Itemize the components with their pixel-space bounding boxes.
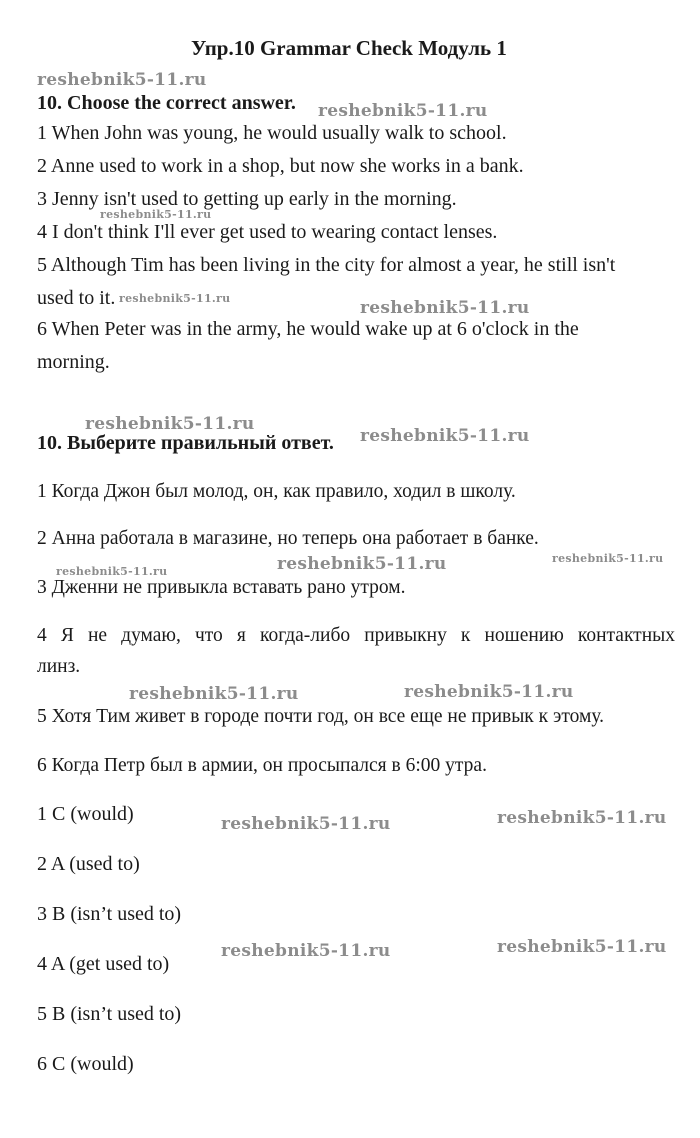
english-line-3: 3 Jenny isn't used to getting up early in the morning. (37, 188, 457, 210)
russian-line-6: 6 Когда Петр был в армии, он просыпался в 6:00 утра. (37, 755, 487, 776)
answer-2: 2 A (used to) (37, 853, 140, 875)
watermark: reshebnik5-11.ru (277, 554, 447, 574)
watermark: reshebnik5-11.ru (360, 298, 530, 318)
russian-line-3: 3 Дженни не привыкла вставать рано утром. (37, 577, 406, 598)
watermark: reshebnik5-11.ru (552, 552, 664, 565)
english-line-6: 6 When Peter was in the army, he would wake up at 6 o'clock in the (37, 318, 579, 340)
russian-line-2: 2 Анна работала в магазине, но теперь она работает в банке. (37, 528, 539, 549)
russian-line-1: 1 Когда Джон был молод, он, как правило, ходил в школу. (37, 481, 516, 502)
answer-3: 3 B (isn’t used to) (37, 903, 182, 925)
watermark: reshebnik5-11.ru (318, 101, 488, 121)
watermark: reshebnik5-11.ru (119, 292, 231, 305)
watermark: reshebnik5-11.ru (497, 808, 667, 828)
watermark: reshebnik5-11.ru (404, 682, 574, 702)
english-line-2: 2 Anne used to work in a shop, but now she works in a bank. (37, 155, 524, 177)
english-line-1: 1 When John was young, he would usually walk to school. (37, 122, 507, 144)
watermark: reshebnik5-11.ru (129, 684, 299, 704)
english-line-5-cont: used to it. (37, 287, 116, 309)
answer-6: 6 C (would) (37, 1053, 134, 1075)
watermark: reshebnik5-11.ru (360, 426, 530, 446)
english-line-5: 5 Although Tim has been living in the city for almost a year, he still isn't (37, 254, 616, 276)
watermark: reshebnik5-11.ru (100, 208, 212, 221)
russian-line-4-cont: линз. (37, 656, 81, 677)
english-heading: 10. Choose the correct answer. (37, 92, 296, 114)
english-line-4: 4 I don't think I'll ever get used to wearing contact lenses. (37, 221, 498, 243)
russian-line-5: 5 Хотя Тим живет в городе почти год, он все еще не привык к этому. (37, 706, 605, 727)
answer-4: 4 A (get used to) (37, 953, 170, 975)
watermark: reshebnik5-11.ru (497, 937, 667, 957)
answer-1: 1 C (would) (37, 803, 134, 825)
russian-heading: 10. Выберите правильный ответ. (37, 432, 334, 454)
watermark: reshebnik5-11.ru (221, 941, 391, 961)
watermark: reshebnik5-11.ru (221, 814, 391, 834)
watermark: reshebnik5-11.ru (37, 70, 207, 90)
answer-5: 5 B (isn’t used to) (37, 1003, 182, 1025)
watermark: reshebnik5-11.ru (56, 565, 168, 578)
watermark: reshebnik5-11.ru (85, 414, 255, 434)
page-title: Упр.10 Grammar Check Модуль 1 (191, 36, 507, 60)
russian-line-4: 4 Я не думаю, что я когда-либо привыкну к ношению контактных (37, 625, 675, 646)
english-line-6-cont: morning. (37, 351, 110, 373)
